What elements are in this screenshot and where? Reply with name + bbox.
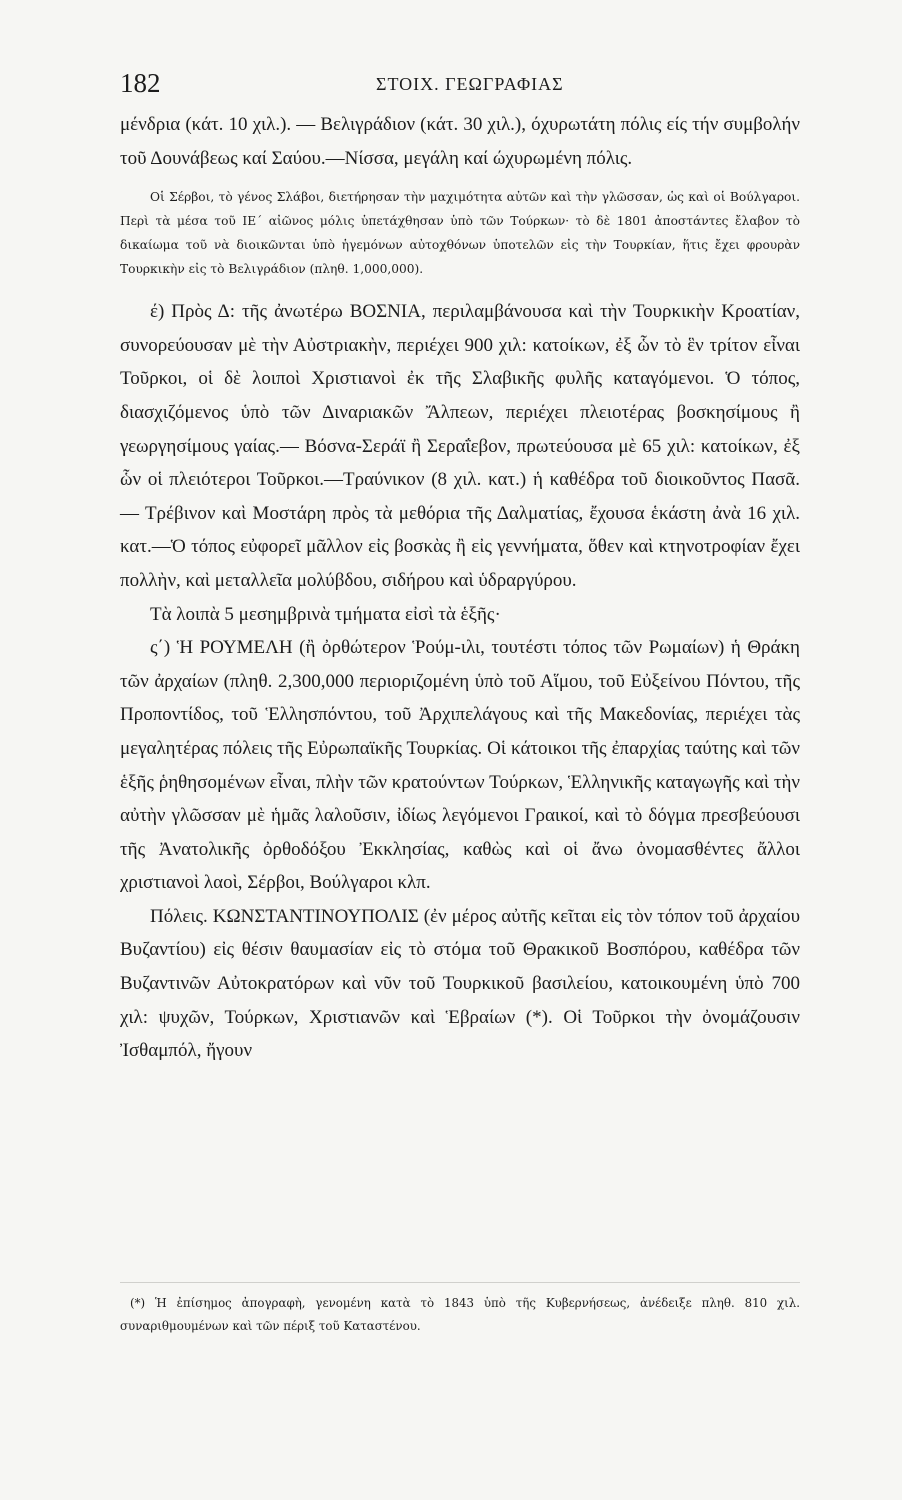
running-title: ΣΤΟΙΧ. ΓΕΩΓΡΑΦΙΑΣ — [376, 74, 564, 94]
note-serbs: Οἱ Σέρβοι, τὸ γένος Σλάβοι, διετήρησαν τὴν μαχιμότητα αὐτῶν καὶ τὴν γλῶσσαν, ὡς καὶ οἱ Βούλγαροι. Περὶ τὰ μέσα τοῦ ΙΕ΄ αἰῶνος μόλις ὑπετάχθησαν ὑπὸ τῶν Τούρκων· τὸ δὲ 1801 ἀποστάντες ἔλαβον τὸ δικαίωμα τοῦ νὰ διοικῶνται ὑπὸ ἡγεμόνων αὐτοχθόνων ὑποτελῶν εἰς τὴν Τουρκίαν, ἥτις ἔχει φρουρὰν Τουρκικὴν εἰς τὸ Βελιγράδιον (πληθ. 1,000,000). — [120, 190, 800, 277]
paragraph-constantinople: Πόλεις. ΚΩΝΣΤΑΝΤΙΝΟΥΠΟΛΙΣ (ἐν μέρος αὐτῆς κεῖται εἰς τὸν τόπον τοῦ ἀρχαίου Βυζαντίου) εἰς θέσιν θαυμασίαν εἰς τὸ στόμα τοῦ Θρακικοῦ Βοσπόρου, καθέδρα τῶν Βυζαντινῶν Αὐτοκρατόρων καὶ νῦν τοῦ Τουρκικοῦ βασιλείου, κατοικουμένη ὑπὸ 700 χιλ: ψυχῶν, Τούρκων, Χριστιανῶν καὶ Ἑβραίων (*). Οἱ Τοῦρκοι τὴν ὀνομάζουσιν Ἰσθαμπόλ, ἤγουν — [120, 905, 800, 1062]
paragraph-remaining-sections: Τὰ λοιπὰ 5 μεσημβρινὰ τμήματα εἰσὶ τὰ ἑξῆς· — [150, 603, 501, 625]
paragraph-roumeli: ς΄) Ἡ ΡΟΥΜΕΛΗ (ἢ ὀρθώτερον Ῥούμ-ιλι, τουτέστι τόπος τῶν Ρωμαίων) ἡ Θράκη τῶν ἀρχαίων (πληθ. 2,300,000 περιοριζομένη ὑπὸ τοῦ Αἵμου, τοῦ Εὐξείνου Πόντου, τῆς Προποντίδος, τοῦ Ἑλλησπόντου, τοῦ Ἀρχιπελάγους καὶ τῆς Μακεδονίας, περιέχει τὰς μεγαλητέρας πόλεις τῆς Εὐρωπαϊκῆς Τουρκίας. Οἱ κάτοικοι τῆς ἐπαρχίας ταύτης καὶ τῶν ἑξῆς ῥηθησομένων εἶναι, πλὴν τῶν κρατούντων Τούρκων, Ἑλληνικῆς καταγωγῆς καὶ τὴν αὐτὴν γλῶσσαν μὲ ἡμᾶς λαλοῦσιν, ἰδίως λεγόμενοι Γραικοί, καὶ τὸ δόγμα πρεσβεύουσι τῆς Ἀνατολικῆς ὀρθοδόξου Ἐκκλησίας, καθὼς καὶ οἱ ἄνω ὀνομασθέντες ἄλλοι χριστιανοὶ λαοὶ, Σέρβοι, Βούλγαροι κλπ. — [120, 637, 800, 894]
footnote-divider — [120, 1282, 800, 1283]
paragraph-serbia-cities: μένδρια (κάτ. 10 χιλ.). — Βελιγράδιον (κάτ. 30 χιλ.), όχυρωτάτη πόλις είς τήν συμβολήν τοῦ Δουνάβεως καί Σαύου.—Νίσσα, μεγάλη καί ώχυρωμένη πόλις. — [120, 114, 800, 169]
page-body — [120, 108, 800, 1068]
page-header — [120, 68, 800, 104]
footnote: (*) Ἡ ἐπίσημος ἀπογραφὴ, γενομένη κατὰ τὸ 1843 ὑπὸ τῆς Κυβερνήσεως, ἀνέδειξε πληθ. 810 χιλ. συναριθμουμένων καὶ τῶν πέριξ τοῦ Καταστένου. — [120, 1296, 800, 1333]
page-number: 182 — [120, 68, 161, 98]
paragraph-bosnia: έ) Πρὸς Δ: τῆς ἀνωτέρω ΒΟΣΝΙΑ, περιλαμβάνουσα καὶ τὴν Τουρκικὴν Κροατίαν, συνορεύουσαν μὲ τὴν Αὐστριακὴν, περιέχει 900 χιλ: κατοίκων, ἐξ ὧν τὸ ἓν τρίτον εἶναι Τοῦρκοι, οἱ δὲ λοιποὶ Χριστιανοὶ ἐκ τῆς Σλαβικῆς φυλῆς καταγόμενοι. Ὁ τόπος, διασχιζόμενος ὑπὸ τῶν Διναριακῶν Ἄλπεων, περιέχει πλειοτέρας βοσκησίμους ἢ γεωργησίμους γαίας.— Βόσνα-Σεράϊ ἢ Σεραΐεβον, πρωτεύουσα μὲ 65 χιλ: κατοίκων, ἐξ ὧν οἱ πλειότεροι Τοῦρκοι.—Τραύνικον (8 χιλ. κατ.) ἡ καθέδρα τοῦ διοικοῦντος Πασᾶ. — Τρέβινον καὶ Μοστάρη πρὸς τὰ μεθόρια τῆς Δαλματίας, ἔχουσα ἑκάστη ἀνὰ 16 χιλ. κατ.—Ὁ τόπος εὐφορεῖ μᾶλλον εἰς βοσκὰς ἢ εἰς γεννήματα, ὅθεν καὶ κτηνοτροφίαν ἔχει πολλὴν, καὶ μεταλλεῖα μολύβδου, σιδήρου καὶ ὑδραργύρου. — [120, 301, 800, 591]
